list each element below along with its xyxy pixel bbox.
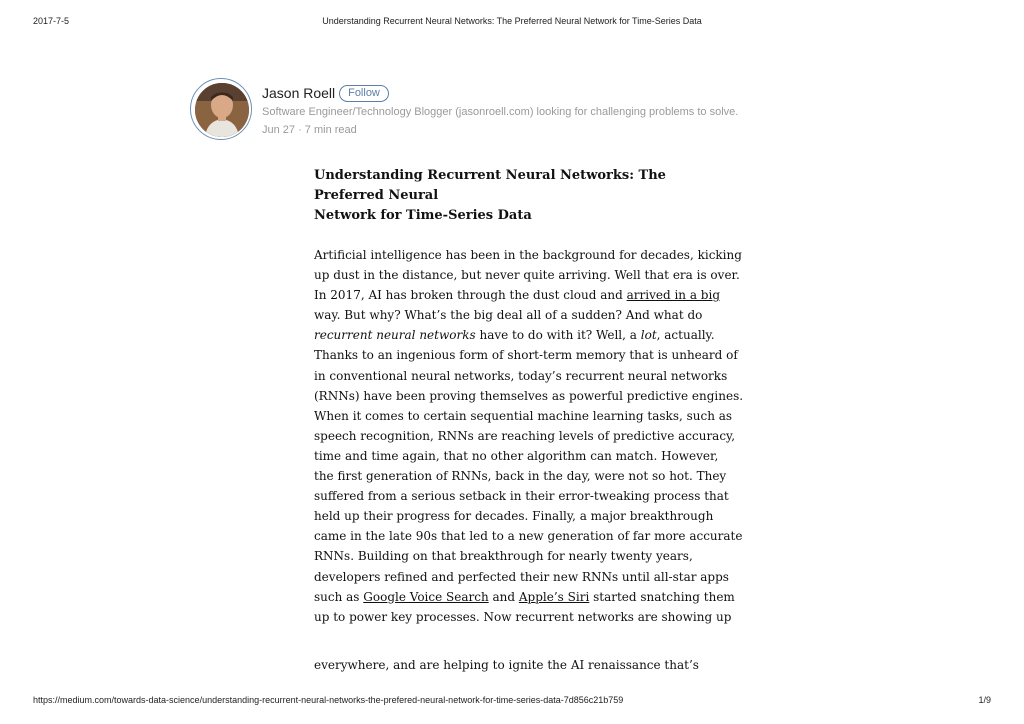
text-line: suffered from a serious setback in their error-tweaking process that: [314, 489, 729, 504]
article-title-line: Network for Time-Series Data: [314, 208, 532, 223]
text-line: time and time again, that no other algorithm can match. However,: [314, 448, 719, 463]
text-line: in conventional neural networks, today’s recurrent neural networks: [314, 368, 728, 383]
text-line: everywhere, and are helping to ignite the AI renaissance that’s: [314, 657, 699, 672]
text-line: (RNNs) have been proving themselves as powerful predictive engines.: [314, 388, 744, 403]
text-line: came in the late 90s that led to a new generation of far more accurate: [314, 529, 743, 544]
text-line: developers refined and perfected their new RNNs until all-star apps: [314, 569, 729, 584]
avatar-ring[interactable]: [190, 78, 252, 140]
author-bio: Software Engineer/Technology Blogger (jasonroell.com) looking for challenging problems to solve.: [262, 106, 739, 118]
paragraph: [314, 245, 744, 627]
link-apples-siri[interactable]: Apple’s Siri: [518, 589, 590, 604]
emphasis: lot: [640, 328, 657, 343]
text-segment: have to do with it? Well, a: [475, 328, 641, 343]
text-segment: , actually.: [656, 328, 715, 343]
print-title: Understanding Recurrent Neural Networks: The Preferred Neural Network for Time-Series Data: [322, 16, 702, 26]
print-footer: [0, 695, 1024, 709]
author-meta: Jun 27 · 7 min read: [262, 124, 357, 136]
text-line: Thanks to an ingenious form of short-term memory that is unheard of: [314, 348, 738, 363]
author-name[interactable]: Jason Roell: [262, 85, 336, 101]
print-header: [0, 16, 1024, 30]
link-google-voice-search[interactable]: Google Voice Search: [363, 589, 489, 604]
text-line: [314, 325, 724, 345]
avatar-photo-icon: [195, 83, 249, 137]
text-line: RNNs. Building on that breakthrough for nearly twenty years,: [314, 549, 693, 564]
print-page-number: 1/9: [978, 695, 991, 705]
text-line: up dust in the distance, but never quite arriving. Well that era is over.: [314, 268, 740, 283]
print-url: https://medium.com/towards-data-science/understanding-recurrent-neural-networks-the-prefered-neural-network-for-time-series-data-7d856c21b759: [33, 695, 624, 705]
text-line: speech recognition, RNNs are reaching levels of predictive accuracy,: [314, 428, 736, 443]
text-line: Artificial intelligence has been in the background for decades, kicking: [314, 248, 742, 262]
avatar[interactable]: [195, 83, 249, 137]
text-line: the first generation of RNNs, back in the day, were not so hot. They: [314, 469, 727, 484]
text-segment: and: [488, 589, 519, 604]
article-body: [314, 166, 744, 675]
article-title-line: Understanding Recurrent Neural Networks: The Preferred Neural: [314, 168, 666, 203]
paragraph: [314, 655, 724, 675]
text-line: up to power key processes. Now recurrent networks are showing up: [314, 609, 732, 624]
text-line: [314, 285, 724, 305]
text-line: way. But why? What’s the big deal all of a sudden? And what do: [314, 308, 703, 323]
text-line: [314, 587, 735, 607]
article-title: [314, 166, 714, 226]
text-segment: started snatching them: [589, 589, 735, 604]
emphasis: recurrent neural networks: [314, 328, 476, 343]
text-segment: such as: [314, 589, 364, 604]
print-date: 2017-7-5: [33, 16, 70, 26]
link-arrived-in-a-big[interactable]: arrived in a big: [626, 288, 721, 303]
follow-button[interactable]: Follow: [339, 85, 389, 102]
text-line: held up their progress for decades. Finally, a major breakthrough: [314, 509, 714, 524]
author-block: [190, 78, 830, 148]
text-segment: In 2017, AI has broken through the dust cloud and: [314, 288, 627, 303]
text-line: When it comes to certain sequential machine learning tasks, such as: [314, 408, 733, 423]
